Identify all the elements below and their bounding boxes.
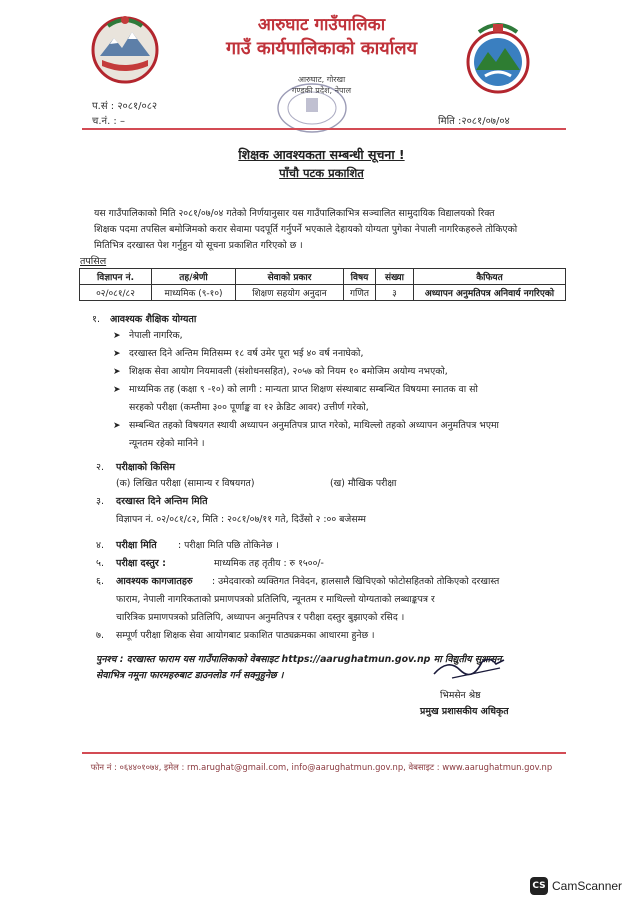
letter-date: मिति :२०८१/०७/०४ — [438, 116, 510, 127]
publication-note: पाँचौ पटक प्रकाशित — [279, 166, 364, 180]
section-title: दरखास्त दिने अन्तिम मिति — [116, 496, 208, 507]
handwritten-signature — [430, 648, 510, 682]
section-title: आवश्यक शैक्षिक योग्यता — [110, 314, 197, 325]
dispatch-number: च.नं. : – — [92, 116, 125, 127]
section-number: ७. — [96, 630, 105, 641]
documents-text: फाराम, नेपाली नागरिकताको प्रमाणपत्रको प्रतिलिपि, न्यूनतम र माथिल्लो योग्यताको लब्धाङ्कपत्र र — [116, 594, 435, 605]
notice-subject: शिक्षक आवश्यकता सम्बन्धी सूचना ! — [238, 147, 405, 162]
exam-fee-text: माध्यमिक तह तृतीय : रु १५००/- — [214, 558, 324, 569]
documents-text: चारित्रिक प्रमाणपत्रको प्रतिलिपि, अध्यापन अनुमतिपत्र र परीक्षा दस्तुर बुझाएको रसिद । — [116, 612, 405, 623]
exam-type-oral: (ख) मौखिक परीक्षा — [330, 478, 397, 489]
address-line-2: गण्डकी प्रदेश, नेपाल — [291, 86, 352, 95]
column-header: विज्ञापन नं. — [80, 269, 152, 285]
office-name: गाउँ कार्यपालिकाको कार्यालय — [225, 38, 418, 59]
list-item-continuation: न्यूनतम रहेको मानिने । — [129, 438, 205, 449]
signatory-name: भिमसेन श्रेष्ठ — [440, 690, 481, 701]
address-line-1: आरुघाट, गोरखा — [297, 75, 346, 84]
contact-info: फोन नं : ०६४४०१०७४, इमेल : rm.arughat@gmail.com, info@aarughatmun.gov.np, वेबसाइट : www.aarughatmun.gov.np — [90, 762, 553, 772]
column-header: सेवाको प्रकार — [236, 269, 344, 285]
table-row — [80, 285, 566, 301]
column-header: विषय — [344, 269, 376, 285]
deadline-text: विज्ञापन नं. ०२/०८१/८२, मिति : २०८१/०७/११ गते, दिउँसो २ :०० बजेसम्म — [116, 514, 366, 525]
section-number: ६. — [96, 576, 105, 587]
list-item — [113, 364, 448, 380]
intro-paragraph — [94, 206, 560, 254]
list-item-text: नेपाली नागरिक, — [129, 330, 183, 341]
table-cell: शिक्षण सहयोग अनुदान — [236, 285, 344, 301]
section-number: ४. — [96, 540, 105, 551]
vacancy-table — [79, 268, 566, 301]
table-cell: गणित — [344, 285, 376, 301]
column-header: संख्या — [376, 269, 414, 285]
table-cell: अध्यापन अनुमतिपत्र अनिवार्य नगरिएको — [414, 285, 566, 301]
intro-line: यस गाउँपालिकाको मिति २०८१/०७/०४ गतेको निर्णयानुसार यस गाउँपालिकाभित्र सञ्चालित सामुदायिक विद्यालयको रिक्त — [94, 208, 495, 219]
section-number: ३. — [96, 496, 105, 507]
column-header: कैफियत — [414, 269, 566, 285]
table-cell: ३ — [376, 285, 414, 301]
table-cell: ०२/०८१/८२ — [80, 285, 152, 301]
list-item — [113, 346, 363, 362]
footnote-line: सेवाभित्र नमूना फारमहरुबाट डाउनलोड गर्न सक्नुहुनेछ । — [96, 670, 284, 681]
scanner-watermark — [530, 877, 622, 895]
section-title: परीक्षा दस्तुर : — [116, 558, 166, 569]
list-item-text: दरखास्त दिने अन्तिम मितिसम्म १८ वर्ष उमेर पूरा भई ४० वर्ष ननाघेको, — [129, 348, 364, 359]
list-item-continuation: सरहको परीक्षा (कम्तीमा ३०० पूर्णाङ्क वा १२ क्रेडिट आवर) उत्तीर्ण गरेको, — [129, 402, 369, 413]
section-number: ५. — [96, 558, 105, 569]
camscanner-label: CamScanner — [552, 879, 623, 893]
section-title: परीक्षा मिति — [116, 540, 157, 551]
footnote-line: पुनश्च : दरखास्त फाराम यस गाउँपालिकाको वेबसाइट https://aarughatmun.gov.np मा विद्युतीय सुशासन — [96, 654, 502, 665]
schedule-label: तपसिल — [80, 256, 107, 267]
exam-type-written: (क) लिखित परीक्षा (सामान्य र विषयगत) — [116, 478, 255, 489]
list-item — [113, 382, 478, 398]
list-item-text: माध्यमिक तह (कक्षा ९ -१०) को लागी : मान्यता प्राप्त शिक्षण संस्थाबाट सम्बन्धित विषयमा स्नातक वा सो — [129, 384, 478, 395]
list-item — [113, 418, 499, 434]
section-title: आवश्यक कागजातहरु — [116, 576, 193, 587]
section-number: १. — [92, 314, 101, 325]
footer-divider — [82, 752, 566, 754]
documents-text: : उमेदवारको व्यक्तिगत निवेदन, हालसालै खिचिएको फोटोसहितको तोकिएको दरखास्त — [212, 576, 500, 587]
header-divider — [82, 128, 566, 130]
table-header-row — [80, 269, 566, 285]
list-item-text: शिक्षक सेवा आयोग नियमावली (संशोधनसहित), २०५७ को नियम १० बमोजिम अयोग्य नभएको, — [129, 366, 448, 377]
table-cell: माध्यमिक (९-१०) — [152, 285, 236, 301]
reference-number: प.सं : २०८१/०८२ — [92, 101, 158, 112]
arrow-bullet-icon: ➤ — [113, 385, 121, 395]
list-item-text: सम्बन्धित तहको विषयगत स्थायी अध्यापन अनुमतिपत्र प्राप्त गरेको, माथिल्लो तहको अध्यापन अनुमतिपत्र भएमा — [129, 420, 499, 431]
arrow-bullet-icon: ➤ — [113, 349, 121, 359]
section-title: परीक्षाको किसिम — [116, 462, 175, 473]
camscanner-logo-icon: CS — [530, 877, 548, 895]
arrow-bullet-icon: ➤ — [113, 421, 121, 431]
intro-line: मितिभित्र दरखास्त पेश गर्नुहुन यो सूचना प्रकाशित गरिएको छ । — [94, 240, 303, 251]
exam-date-text: : परीक्षा मिति पछि तोकिनेछ । — [178, 540, 279, 551]
section-number: २. — [96, 462, 105, 473]
curriculum-text: सम्पूर्ण परीक्षा शिक्षक सेवा आयोगबाट प्रकाशित पाठ्यक्रमका आधारमा हुनेछ । — [116, 630, 375, 641]
column-header: तह/श्रेणी — [152, 269, 236, 285]
intro-line: शिक्षक पदमा तपसिल बमोजिमको करार सेवामा पदपूर्ति गर्नुपर्ने भएकाले देहायको योग्यता पुगेका नेपाली नागरिकहरुले तोकिएको — [94, 224, 518, 235]
list-item — [113, 328, 183, 344]
arrow-bullet-icon: ➤ — [113, 331, 121, 341]
municipality-name: आरुघाट गाउँपालिका — [257, 15, 386, 35]
arrow-bullet-icon: ➤ — [113, 367, 121, 377]
signatory-title: प्रमुख प्रशासकीय अधिकृत — [420, 706, 509, 717]
